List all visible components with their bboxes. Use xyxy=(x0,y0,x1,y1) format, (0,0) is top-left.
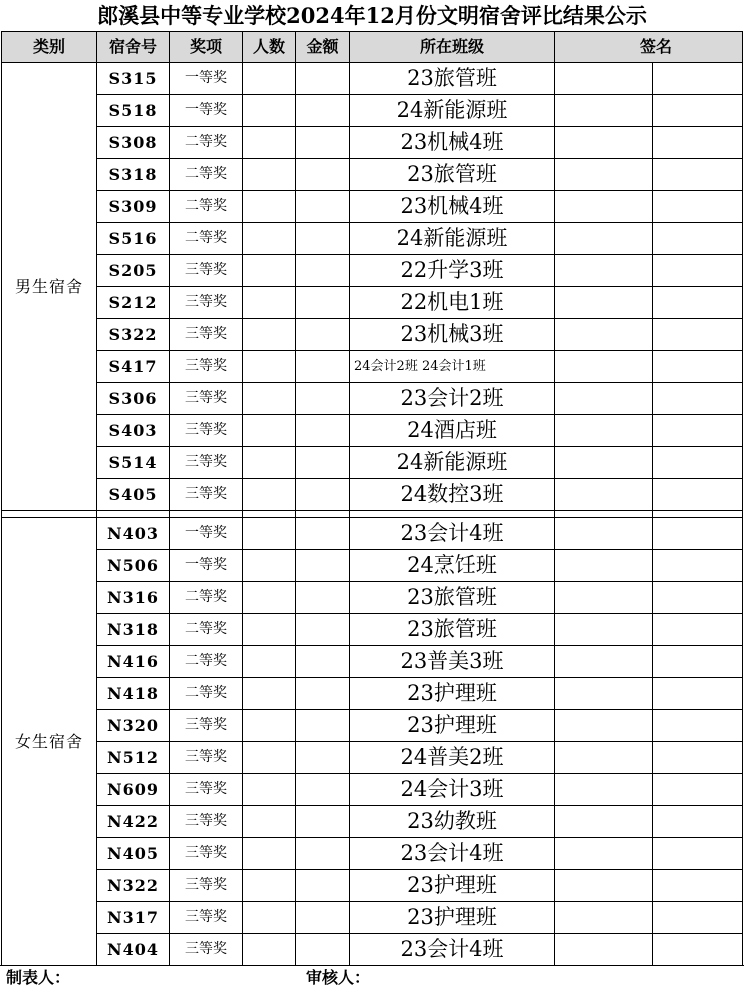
signature-cell-2 xyxy=(653,95,743,127)
amount xyxy=(296,742,350,774)
header-people: 人数 xyxy=(243,32,296,63)
class-name: 24会计3班 xyxy=(350,774,555,806)
people-count xyxy=(243,95,296,127)
category-female: 女生宿舍 xyxy=(2,518,97,966)
amount xyxy=(296,550,350,582)
amount xyxy=(296,710,350,742)
award-level: 三等奖 xyxy=(170,255,243,287)
people-count xyxy=(243,934,296,966)
signature-cell xyxy=(555,127,653,159)
signature-cell xyxy=(555,870,653,902)
room-number: S405 xyxy=(97,479,170,511)
award-level: 三等奖 xyxy=(170,934,243,966)
separator-cell xyxy=(350,511,555,518)
dorm-results-table xyxy=(1,31,743,966)
award-level: 二等奖 xyxy=(170,223,243,255)
award-level: 二等奖 xyxy=(170,159,243,191)
class-name: 23会计2班 xyxy=(350,383,555,415)
award-level: 三等奖 xyxy=(170,710,243,742)
signature-cell xyxy=(555,223,653,255)
people-count xyxy=(243,614,296,646)
table-row xyxy=(2,159,743,191)
room-number: N506 xyxy=(97,550,170,582)
separator-cell xyxy=(97,511,170,518)
reviewer-label: 审核人： xyxy=(306,968,371,987)
people-count xyxy=(243,159,296,191)
award-level: 三等奖 xyxy=(170,838,243,870)
separator-cell xyxy=(653,511,743,518)
people-count xyxy=(243,223,296,255)
room-number: N512 xyxy=(97,742,170,774)
award-level: 二等奖 xyxy=(170,127,243,159)
people-count xyxy=(243,742,296,774)
people-count xyxy=(243,479,296,511)
signature-cell-2 xyxy=(653,191,743,223)
award-level: 一等奖 xyxy=(170,63,243,95)
signature-cell-2 xyxy=(653,159,743,191)
signature-cell-2 xyxy=(653,838,743,870)
signature-cell-2 xyxy=(653,614,743,646)
class-name: 23会计4班 xyxy=(350,838,555,870)
table-row xyxy=(2,550,743,582)
people-count xyxy=(243,127,296,159)
amount xyxy=(296,902,350,934)
award-level: 三等奖 xyxy=(170,351,243,383)
room-number: N320 xyxy=(97,710,170,742)
signature-cell xyxy=(555,614,653,646)
signature-cell-2 xyxy=(653,383,743,415)
room-number: N322 xyxy=(97,870,170,902)
table-row xyxy=(2,255,743,287)
amount xyxy=(296,934,350,966)
amount xyxy=(296,447,350,479)
signature-cell xyxy=(555,774,653,806)
signature-cell xyxy=(555,710,653,742)
table-row xyxy=(2,127,743,159)
amount xyxy=(296,255,350,287)
signature-cell xyxy=(555,63,653,95)
award-level: 三等奖 xyxy=(170,774,243,806)
table-row xyxy=(2,351,743,383)
signature-cell xyxy=(555,159,653,191)
class-name: 23会计4班 xyxy=(350,934,555,966)
separator-cell xyxy=(243,511,296,518)
people-count xyxy=(243,191,296,223)
award-level: 一等奖 xyxy=(170,518,243,550)
amount xyxy=(296,159,350,191)
people-count xyxy=(243,678,296,710)
people-count xyxy=(243,383,296,415)
amount xyxy=(296,319,350,351)
signature-cell xyxy=(555,934,653,966)
award-level: 三等奖 xyxy=(170,383,243,415)
amount xyxy=(296,351,350,383)
header-amount: 金额 xyxy=(296,32,350,63)
award-level: 二等奖 xyxy=(170,646,243,678)
table-row xyxy=(2,582,743,614)
table-row xyxy=(2,902,743,934)
amount xyxy=(296,518,350,550)
table-row xyxy=(2,95,743,127)
amount xyxy=(296,415,350,447)
award-level: 一等奖 xyxy=(170,550,243,582)
room-number: N609 xyxy=(97,774,170,806)
people-count xyxy=(243,63,296,95)
amount xyxy=(296,383,350,415)
signature-cell xyxy=(555,319,653,351)
people-count xyxy=(243,415,296,447)
signature-cell-2 xyxy=(653,870,743,902)
class-name: 22升学3班 xyxy=(350,255,555,287)
signature-cell xyxy=(555,351,653,383)
signature-cell-2 xyxy=(653,415,743,447)
room-number: S318 xyxy=(97,159,170,191)
room-number: S212 xyxy=(97,287,170,319)
header-row xyxy=(2,32,743,63)
signature-cell xyxy=(555,678,653,710)
people-count xyxy=(243,351,296,383)
class-name: 23机械4班 xyxy=(350,127,555,159)
table-row xyxy=(2,934,743,966)
room-number: S516 xyxy=(97,223,170,255)
signature-cell xyxy=(555,742,653,774)
award-level: 三等奖 xyxy=(170,742,243,774)
award-level: 三等奖 xyxy=(170,319,243,351)
signature-cell-2 xyxy=(653,550,743,582)
signature-cell xyxy=(555,838,653,870)
amount xyxy=(296,582,350,614)
signature-cell xyxy=(555,646,653,678)
award-level: 三等奖 xyxy=(170,415,243,447)
class-name: 23机械4班 xyxy=(350,191,555,223)
group-separator xyxy=(2,511,743,518)
table-row xyxy=(2,838,743,870)
people-count xyxy=(243,774,296,806)
table-row xyxy=(2,383,743,415)
room-number: S315 xyxy=(97,63,170,95)
amount xyxy=(296,774,350,806)
class-name: 23护理班 xyxy=(350,902,555,934)
signature-cell-2 xyxy=(653,742,743,774)
people-count xyxy=(243,550,296,582)
award-level: 一等奖 xyxy=(170,95,243,127)
table-row xyxy=(2,646,743,678)
room-number: S205 xyxy=(97,255,170,287)
class-name: 22机电1班 xyxy=(350,287,555,319)
award-level: 二等奖 xyxy=(170,678,243,710)
signature-cell-2 xyxy=(653,319,743,351)
signature-cell xyxy=(555,550,653,582)
category-male: 男生宿舍 xyxy=(2,63,97,511)
award-level: 三等奖 xyxy=(170,902,243,934)
room-number: N422 xyxy=(97,806,170,838)
signature-cell-2 xyxy=(653,902,743,934)
class-name: 23旅管班 xyxy=(350,63,555,95)
table-row xyxy=(2,678,743,710)
room-number: S514 xyxy=(97,447,170,479)
award-level: 三等奖 xyxy=(170,287,243,319)
amount xyxy=(296,838,350,870)
class-name: 24新能源班 xyxy=(350,95,555,127)
class-name: 24新能源班 xyxy=(350,447,555,479)
people-count xyxy=(243,518,296,550)
signature-cell-2 xyxy=(653,518,743,550)
people-count xyxy=(243,582,296,614)
signature-cell-2 xyxy=(653,287,743,319)
room-number: S322 xyxy=(97,319,170,351)
people-count xyxy=(243,806,296,838)
people-count xyxy=(243,447,296,479)
signature-cell xyxy=(555,479,653,511)
amount xyxy=(296,870,350,902)
amount xyxy=(296,191,350,223)
signature-cell-2 xyxy=(653,582,743,614)
signature-cell xyxy=(555,447,653,479)
room-number: S403 xyxy=(97,415,170,447)
table-row xyxy=(2,191,743,223)
signature-cell xyxy=(555,806,653,838)
amount xyxy=(296,479,350,511)
amount xyxy=(296,678,350,710)
people-count xyxy=(243,710,296,742)
people-count xyxy=(243,902,296,934)
signature-cell-2 xyxy=(653,934,743,966)
room-number: S308 xyxy=(97,127,170,159)
room-number: N405 xyxy=(97,838,170,870)
room-number: N403 xyxy=(97,518,170,550)
class-name: 23普美3班 xyxy=(350,646,555,678)
class-name: 24会计2班 24会计1班 xyxy=(350,351,555,383)
award-level: 三等奖 xyxy=(170,806,243,838)
table-row xyxy=(2,614,743,646)
signature-cell xyxy=(555,902,653,934)
table-row xyxy=(2,518,743,550)
people-count xyxy=(243,287,296,319)
room-number: N418 xyxy=(97,678,170,710)
signature-cell-2 xyxy=(653,806,743,838)
separator-cell xyxy=(2,511,97,518)
people-count xyxy=(243,838,296,870)
award-level: 三等奖 xyxy=(170,447,243,479)
class-name: 24普美2班 xyxy=(350,742,555,774)
header-category: 类别 xyxy=(2,32,97,63)
table-row xyxy=(2,742,743,774)
table-row xyxy=(2,774,743,806)
award-level: 三等奖 xyxy=(170,870,243,902)
table-body xyxy=(2,63,743,966)
room-number: S417 xyxy=(97,351,170,383)
signature-cell-2 xyxy=(653,710,743,742)
table-row xyxy=(2,287,743,319)
class-name: 23旅管班 xyxy=(350,582,555,614)
signature-cell-2 xyxy=(653,678,743,710)
room-number: N316 xyxy=(97,582,170,614)
footer xyxy=(0,965,744,990)
room-number: S309 xyxy=(97,191,170,223)
header-award: 奖项 xyxy=(170,32,243,63)
signature-cell-2 xyxy=(653,646,743,678)
amount xyxy=(296,614,350,646)
header-room: 宿舍号 xyxy=(97,32,170,63)
room-number: N318 xyxy=(97,614,170,646)
signature-cell xyxy=(555,518,653,550)
room-number: S518 xyxy=(97,95,170,127)
signature-cell-2 xyxy=(653,223,743,255)
class-name: 23护理班 xyxy=(350,678,555,710)
header-sign: 签名 xyxy=(555,32,743,63)
page-title: 郎溪县中等专业学校2024年12月份文明宿舍评比结果公示 xyxy=(97,3,647,28)
people-count xyxy=(243,646,296,678)
class-name: 24酒店班 xyxy=(350,415,555,447)
signature-cell-2 xyxy=(653,774,743,806)
table-row xyxy=(2,447,743,479)
table-row xyxy=(2,415,743,447)
signature-cell xyxy=(555,582,653,614)
signature-cell-2 xyxy=(653,351,743,383)
amount xyxy=(296,95,350,127)
award-level: 三等奖 xyxy=(170,479,243,511)
header-class: 所在班级 xyxy=(350,32,555,63)
award-level: 二等奖 xyxy=(170,582,243,614)
signature-cell-2 xyxy=(653,127,743,159)
room-number: N317 xyxy=(97,902,170,934)
signature-cell-2 xyxy=(653,255,743,287)
class-name: 24新能源班 xyxy=(350,223,555,255)
award-level: 二等奖 xyxy=(170,614,243,646)
room-number: S306 xyxy=(97,383,170,415)
class-name: 23护理班 xyxy=(350,710,555,742)
signature-cell-2 xyxy=(653,479,743,511)
table-row xyxy=(2,479,743,511)
amount xyxy=(296,287,350,319)
people-count xyxy=(243,255,296,287)
signature-cell xyxy=(555,191,653,223)
class-name: 23旅管班 xyxy=(350,159,555,191)
class-name: 24数控3班 xyxy=(350,479,555,511)
table-row xyxy=(2,223,743,255)
signature-cell-2 xyxy=(653,63,743,95)
class-name: 23幼教班 xyxy=(350,806,555,838)
signature-cell xyxy=(555,95,653,127)
table-row xyxy=(2,710,743,742)
table-row xyxy=(2,319,743,351)
amount xyxy=(296,646,350,678)
people-count xyxy=(243,319,296,351)
table-row xyxy=(2,806,743,838)
signature-cell xyxy=(555,287,653,319)
amount xyxy=(296,223,350,255)
class-name: 24烹饪班 xyxy=(350,550,555,582)
maker-label: 制表人： xyxy=(6,968,71,987)
class-name: 23会计4班 xyxy=(350,518,555,550)
signature-cell xyxy=(555,415,653,447)
class-name: 23机械3班 xyxy=(350,319,555,351)
room-number: N416 xyxy=(97,646,170,678)
signature-cell xyxy=(555,383,653,415)
separator-cell xyxy=(296,511,350,518)
signature-cell xyxy=(555,255,653,287)
award-level: 二等奖 xyxy=(170,191,243,223)
table-row xyxy=(2,63,743,95)
amount xyxy=(296,63,350,95)
amount xyxy=(296,127,350,159)
separator-cell xyxy=(170,511,243,518)
class-name: 23护理班 xyxy=(350,870,555,902)
room-number: N404 xyxy=(97,934,170,966)
table-row xyxy=(2,870,743,902)
separator-cell xyxy=(555,511,653,518)
signature-cell-2 xyxy=(653,447,743,479)
people-count xyxy=(243,870,296,902)
class-name: 23旅管班 xyxy=(350,614,555,646)
amount xyxy=(296,806,350,838)
